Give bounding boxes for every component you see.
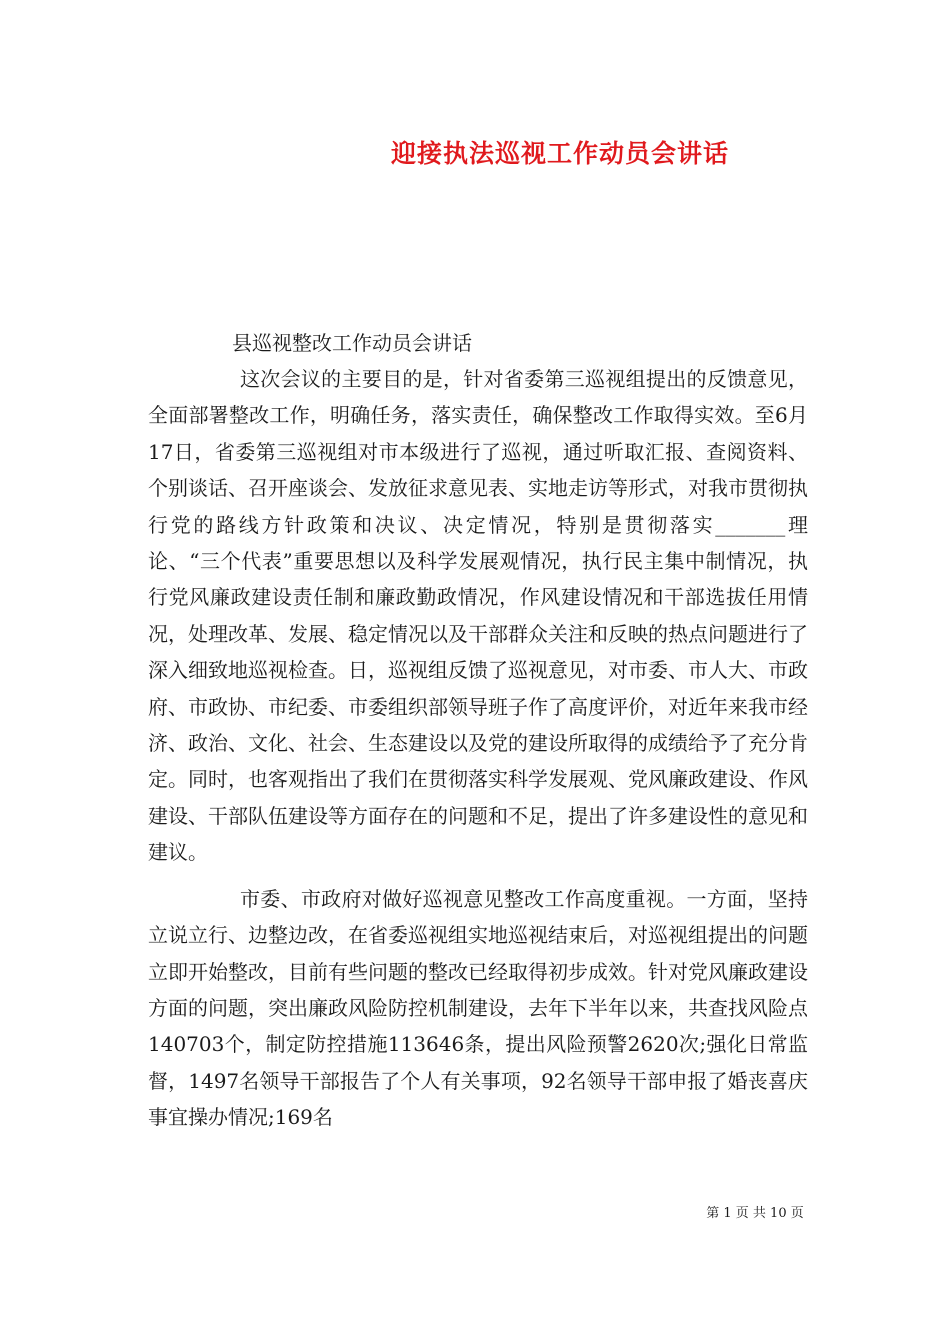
page-number-footer: 第 1 页 共 10 页 xyxy=(706,1206,804,1221)
document-body xyxy=(148,325,808,1136)
body-paragraph-1: 这次会议的主要目的是，针对省委第三巡视组提出的反馈意见，全面部署整改工作，明确任务，落实责任，确保整改工作取得实效。至6月17日，省委第三巡视组对市本级进行了巡视，通过听取汇报、查阅资料、个别谈话、召开座谈会、发放征求意见表、实地走访等形式，对我市贯彻执行党的路线方针政策和决议、决定情况，特别是贯彻落实_______理论、“三个代表”重要思想以及科学发展观情况，执行民主集中制情况，执行党风廉政建设责任制和廉政勤政情况，作风建设情况和干部选拔任用情况，处理改革、发展、稳定情况以及干部群众关注和反映的热点问题进行了深入细致地巡视检查。日，巡视组反馈了巡视意见，对市委、市人大、市政府、市政协、市纪委、市委组织部领导班子作了高度评价，对近年来我市经济、政治、文化、社会、生态建设以及党的建设所取得的成绩给予了充分肯定。同时，也客观指出了我们在贯彻落实科学发展观、党风廉政建设、作风建设、干部队伍建设等方面存在的问题和不足，提出了许多建设性的意见和建议。 xyxy=(148,367,808,865)
document-title: 迎接执法巡视工作动员会讲话 xyxy=(390,139,729,168)
body-paragraph-2: 市委、市政府对做好巡视意见整改工作高度重视。一方面，坚持立说立行、边整边改，在省委巡视组实地巡视结束后，对巡视组提出的问题立即开始整改，目前有些问题的整改已经取得初步成效。针对党风廉政建设方面的问题，突出廉政风险防控机制建设，去年下半年以来，共查找风险点140703个，制定防控措施113646条，提出风险预警2620次;强化日常监督，1497名领导干部报告了个人有关事项，92名领导干部申报了婚丧喜庆事宜操办情况;169名 xyxy=(148,886,808,1130)
document-subtitle: 县巡视整改工作动员会讲话 xyxy=(232,331,472,355)
